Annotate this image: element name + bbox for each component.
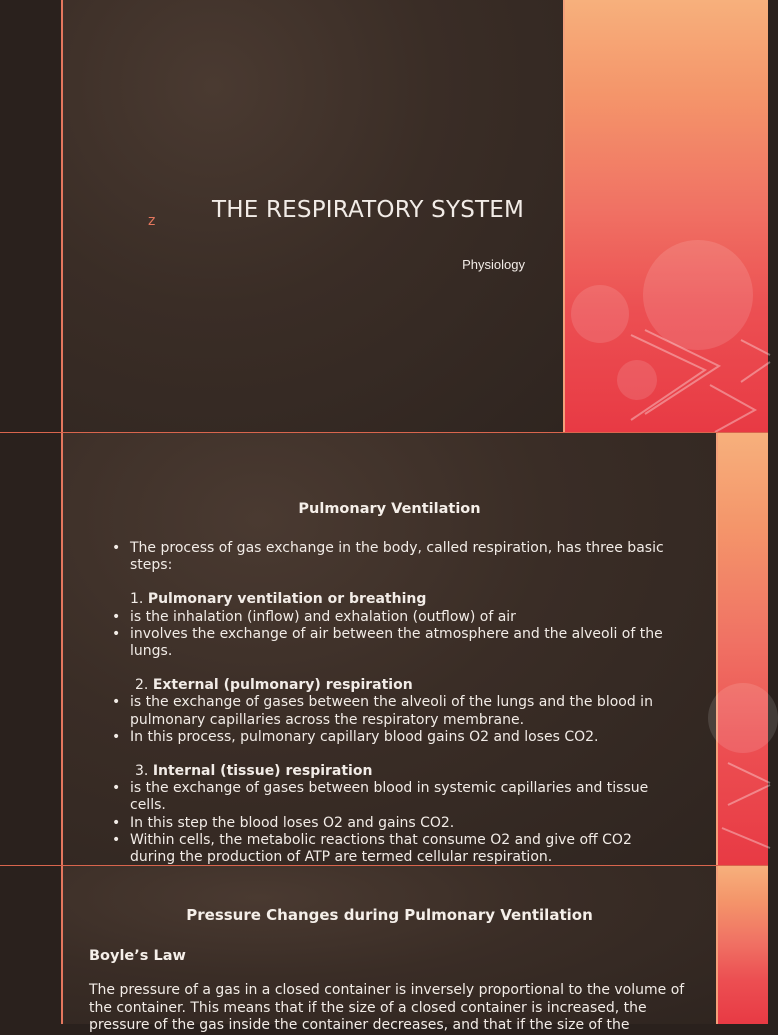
list-item: • In this process, pulmonary capillary blood gains O2 and loses CO2.: [112, 729, 667, 746]
pressure-changes-slide: [0, 866, 768, 1033]
slide-heading: Pulmonary Ventilation: [298, 501, 481, 517]
boyles-law-paragraph: The pressure of a gas in a closed container is inversely proportional to the volume of the container. This means that if the size of a closed container is increased, the pressure of the gas inside the container decreases, and that if the size of the: [89, 982, 685, 1033]
step-title: Internal (tissue) respiration: [152, 763, 373, 780]
decorative-panel: [563, 0, 768, 432]
list-item: • Within cells, the metabolic reactions that consume O2 and give off CO2 during the production of ATP are termed cellular respiration.: [112, 832, 667, 866]
left-strip: [0, 866, 61, 1024]
decorative-panel: [716, 866, 768, 1024]
slide-content: [112, 540, 667, 866]
list-item: • involves the exchange of air between the atmosphere and the alveoli of the lungs.: [112, 626, 667, 660]
decorative-panel: [716, 433, 768, 865]
step-title: Pulmonary ventilation or breathing: [147, 591, 427, 608]
list-item: • In this step the blood loses O2 and gains CO2.: [112, 815, 667, 832]
step-title: External (pulmonary) respiration: [152, 677, 413, 694]
boyles-law-heading: Boyle’s Law: [89, 948, 186, 964]
left-strip: [0, 433, 61, 865]
decorative-chevrons: [565, 0, 770, 432]
intro-bullet: • The process of gas exchange in the body, called respiration, has three basic steps:: [112, 540, 667, 574]
presentation-title: THE RESPIRATORY SYSTEM: [212, 197, 525, 223]
decorative-chevrons: [718, 433, 770, 865]
step-heading: [112, 763, 667, 780]
step-number: 2.: [135, 677, 149, 694]
title-marker: z: [148, 213, 156, 229]
pulmonary-ventilation-slide: [0, 433, 768, 865]
list-item: • is the inhalation (inflow) and exhalation (outflow) of air: [112, 609, 667, 626]
slide-heading: Pressure Changes during Pulmonary Ventilation: [186, 906, 593, 924]
step-number: 3.: [135, 763, 149, 780]
step-number: 1.: [130, 591, 144, 608]
title-slide: [0, 0, 768, 432]
list-item: • is the exchange of gases between the alveoli of the lungs and the blood in pulmonary capillaries across the respiratory membrane.: [112, 694, 667, 728]
left-strip: [0, 0, 61, 432]
list-item: • is the exchange of gases between blood in systemic capillaries and tissue cells.: [112, 780, 667, 814]
step-heading: [112, 591, 667, 608]
presentation-subtitle: Physiology: [462, 257, 525, 272]
step-heading: [112, 677, 667, 694]
